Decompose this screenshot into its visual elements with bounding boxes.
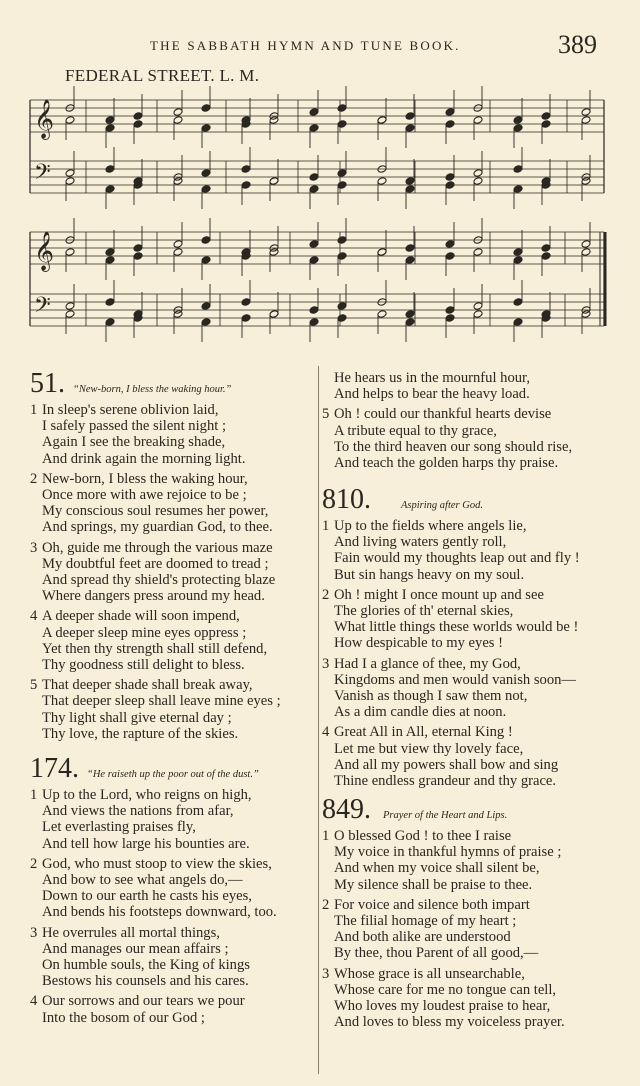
note-head — [65, 177, 75, 186]
verse-line: A deeper shade will soon impend, — [42, 608, 240, 625]
note-head — [309, 256, 319, 265]
verse-line: To the third heaven our song should rise, — [334, 438, 573, 455]
note-head — [133, 120, 143, 129]
verse-line: Yet then thy strength shall still defend, — [42, 640, 268, 657]
column-divider — [318, 366, 319, 1074]
note-head — [405, 124, 415, 133]
note-head — [173, 310, 183, 319]
note-head — [105, 185, 115, 194]
note-head — [241, 314, 251, 323]
verse-line: A deeper sleep mine eyes oppress ; — [42, 624, 247, 641]
verse-line: O blessed God ! to thee I raise — [334, 828, 512, 844]
note-head — [173, 108, 183, 117]
note-head — [173, 116, 183, 125]
verse-number: 4 — [30, 993, 38, 1010]
note-head — [65, 116, 75, 125]
note-head — [309, 108, 319, 117]
verse-line: My silence shall be praise to thee. — [334, 876, 533, 893]
verse-line: And bow to see what angels do,— — [42, 872, 243, 889]
note-head — [201, 318, 211, 327]
verse-line: I safely passed the silent night ; — [42, 418, 227, 435]
verse-line: The glories of th' eternal skies, — [334, 603, 514, 620]
note-head — [473, 116, 483, 125]
verse-line: Let everlasting praises fly, — [42, 819, 196, 836]
note-head — [337, 302, 347, 311]
note-head — [65, 248, 75, 257]
verse-line: That deeper shade shall break away, — [42, 677, 253, 694]
verse-number: 2 — [322, 586, 330, 603]
note-head — [581, 240, 591, 249]
note-head — [405, 318, 415, 327]
hymn-subtitle: Aspiring after God. — [401, 500, 483, 511]
verse-line: Had I a glance of thee, my God, — [334, 655, 521, 672]
running-title: THE SABBATH HYMN AND TUNE BOOK. — [150, 38, 461, 53]
verse-number: 5 — [30, 677, 38, 694]
verse-line: My voice in thankful hymns of praise ; — [334, 844, 562, 861]
note-head — [405, 256, 415, 265]
note-head — [309, 124, 319, 133]
note-head — [473, 169, 483, 178]
verse-line: Great All in All, eternal King ! — [334, 724, 513, 741]
verse-line: And bends his footsteps downward, too. — [42, 904, 277, 921]
verse-number: 4 — [322, 724, 330, 741]
verse-line: And tell how large his bounties are. — [42, 835, 250, 852]
verse-line: Thy love, the rapture of the skies. — [42, 725, 239, 742]
verse-number: 3 — [322, 655, 330, 672]
hymn-number: 174. — [30, 753, 79, 784]
verse-line: Vanish as though I saw them not, — [334, 688, 528, 705]
note-head — [377, 248, 387, 257]
note-head — [513, 298, 523, 307]
note-head — [513, 116, 523, 125]
note-head — [541, 252, 551, 261]
page-number: 389 — [558, 30, 597, 59]
note-head — [405, 244, 415, 253]
verse-line: Thy light shall give eternal day ; — [42, 709, 232, 726]
verse-line: Thine endless grandeur and thy grace. — [334, 773, 557, 790]
verse-line: And views the nations from afar, — [42, 803, 234, 820]
verse — [30, 540, 320, 605]
verse-line: For voice and silence both impart — [334, 896, 530, 913]
hymn-number: 810. — [322, 484, 371, 515]
verse-line: What little things these worlds would be ! — [334, 619, 579, 636]
note-head — [377, 177, 387, 186]
note-head — [405, 112, 415, 121]
hymn-subtitle: Prayer of the Heart and Lips. — [383, 810, 508, 821]
note-head — [473, 302, 483, 311]
verse — [30, 856, 320, 921]
note-head — [337, 252, 347, 261]
verse — [322, 897, 622, 962]
right-column-849 — [322, 796, 622, 1076]
verse — [322, 828, 622, 893]
note-head — [513, 318, 523, 327]
verse-number: 5 — [322, 406, 330, 423]
bass-clef-icon: 𝄢 — [34, 293, 51, 323]
verse-number: 2 — [30, 470, 38, 487]
hymn-number: 849. — [322, 794, 371, 825]
note-head — [581, 248, 591, 257]
verse-line: New-born, I bless the waking hour, — [42, 470, 248, 487]
note-head — [105, 298, 115, 307]
verse-line: And teach the golden harps thy praise. — [334, 455, 559, 472]
note-head — [201, 302, 211, 311]
verse-line: On humble souls, the King of kings — [42, 957, 250, 974]
note-head — [309, 318, 319, 327]
verse-line: And loves to bless my voiceless prayer. — [334, 1014, 565, 1031]
note-head — [581, 310, 591, 319]
note-head — [309, 185, 319, 194]
verse-line: And drink again the morning light. — [42, 450, 246, 467]
left-column-lower — [30, 755, 320, 1055]
note-head — [105, 124, 115, 133]
note-head — [201, 256, 211, 265]
note-head — [65, 169, 75, 178]
note-head — [309, 173, 319, 182]
verse-line: Down to our earth he casts his eyes, — [42, 888, 252, 905]
note-head — [201, 124, 211, 133]
verse-number: 3 — [322, 965, 330, 982]
note-head — [201, 104, 211, 113]
verse-line: Kingdoms and men would vanish soon— — [334, 671, 577, 688]
verse — [322, 406, 622, 471]
verse-number: 4 — [30, 608, 38, 625]
verse-line: Thy goodness still delight to bless. — [42, 657, 245, 674]
verse-line: God, who must stoop to view the skies, — [42, 855, 272, 872]
verse-line: Up to the Lord, who reigns on high, — [42, 787, 252, 803]
note-head — [201, 185, 211, 194]
note-head — [105, 256, 115, 265]
verse-line: Oh ! could our thankful hearts devise — [334, 406, 552, 423]
note-head — [513, 248, 523, 257]
note-head — [201, 236, 211, 245]
note-head — [473, 177, 483, 186]
note-head — [337, 104, 347, 113]
hymn-heading — [30, 370, 320, 402]
note-head — [173, 177, 183, 186]
hymn-number: 51. — [30, 368, 65, 399]
music-score — [0, 0, 640, 360]
note-head — [473, 310, 483, 319]
note-head — [337, 120, 347, 129]
note-head — [241, 165, 251, 174]
note-head — [337, 181, 347, 190]
note-head — [241, 298, 251, 307]
note-head — [269, 116, 279, 125]
verse — [30, 471, 320, 536]
note-head — [269, 177, 279, 186]
note-head — [337, 314, 347, 323]
note-head — [105, 116, 115, 125]
verse-line: Bestows his counsels and his cares. — [42, 973, 249, 990]
hymn-heading — [322, 796, 622, 828]
note-head — [269, 248, 279, 257]
verse-line: Oh ! might I once mount up and see — [334, 586, 544, 603]
verse-number: 2 — [30, 855, 38, 872]
note-head — [445, 173, 455, 182]
verse-line: Whose grace is all unsearchable, — [334, 965, 525, 982]
note-head — [173, 248, 183, 257]
verse-line: And springs, my guardian God, to thee. — [42, 519, 273, 536]
verse-line: How despicable to my eyes ! — [334, 635, 503, 652]
note-head — [105, 318, 115, 327]
verse — [322, 966, 622, 1031]
right-column-810 — [322, 484, 622, 790]
note-head — [65, 310, 75, 319]
verse-line: Again I see the breaking shade, — [42, 434, 226, 451]
note-head — [581, 116, 591, 125]
note-head — [445, 240, 455, 249]
verse-number: 1 — [322, 518, 330, 534]
hymn-subtitle: “He raiseth up the poor out of the dust.” — [87, 769, 259, 780]
note-head — [309, 240, 319, 249]
verse — [322, 370, 622, 402]
verse — [30, 787, 320, 852]
verse — [30, 402, 320, 467]
verse-line: Whose care for me no tongue can tell, — [334, 981, 557, 998]
verse-line: And spread thy shield's protecting blaze — [42, 572, 276, 589]
verse-number: 1 — [30, 402, 38, 418]
verse-line: And living waters gently roll, — [334, 534, 507, 551]
verse — [322, 587, 622, 652]
note-head — [105, 248, 115, 257]
verse-line: Let me but view thy lovely face, — [334, 740, 524, 757]
bass-clef-icon: 𝄢 — [34, 160, 51, 190]
note-head — [445, 306, 455, 315]
verse-line: And helps to bear the heavy load. — [334, 386, 530, 403]
note-head — [513, 124, 523, 133]
verse-line: He hears us in the mournful hour, — [334, 370, 530, 386]
note-head — [445, 120, 455, 129]
note-head — [541, 112, 551, 121]
note-head — [445, 181, 455, 190]
note-head — [377, 310, 387, 319]
note-head — [133, 244, 143, 253]
verse — [30, 993, 320, 1025]
note-head — [405, 177, 415, 186]
note-head — [269, 310, 279, 319]
verse-line: Fain would my thoughts leap out and fly ! — [334, 550, 580, 567]
verse-line: That deeper sleep shall leave mine eyes ; — [42, 693, 281, 710]
verse-line: And manages our mean affairs ; — [42, 940, 229, 957]
verse-line: A tribute equal to thy grace, — [334, 422, 497, 439]
verse-number: 1 — [30, 787, 38, 803]
note-head — [241, 181, 251, 190]
verse-line: By thee, thou Parent of all good,— — [334, 945, 539, 962]
verse-line: Once more with awe rejoice to be ; — [42, 487, 247, 504]
note-head — [65, 302, 75, 311]
note-head — [133, 112, 143, 121]
verse-number: 2 — [322, 896, 330, 913]
note-head — [473, 248, 483, 257]
verse-line: In sleep's serene oblivion laid, — [42, 402, 219, 418]
hymn-heading — [30, 755, 320, 787]
note-head — [337, 236, 347, 245]
verse-line: He overrules all mortal things, — [42, 924, 220, 941]
hymn-subtitle: “New-born, I bless the waking hour.” — [73, 384, 232, 395]
verse-number: 3 — [30, 539, 38, 556]
verse-line: As a dim candle dies at noon. — [334, 704, 507, 721]
verse-line: Who loves my loudest praise to hear, — [334, 998, 551, 1015]
verse — [30, 608, 320, 673]
note-head — [513, 185, 523, 194]
note-head — [541, 120, 551, 129]
verse-number: 1 — [322, 828, 330, 844]
verse — [322, 656, 622, 721]
verse-line: Up to the fields where angels lie, — [334, 518, 527, 534]
verse-line: And both alike are understood — [334, 929, 511, 946]
note-head — [581, 108, 591, 117]
note-head — [133, 252, 143, 261]
note-head — [173, 240, 183, 249]
verse-line: Oh, guide me through the various maze — [42, 539, 273, 556]
note-head — [513, 165, 523, 174]
verse-line: And all my powers shall bow and sing — [334, 756, 559, 773]
verse-line: Where dangers press around my head. — [42, 588, 265, 605]
note-head — [445, 314, 455, 323]
verse-line: The filial homage of my heart ; — [334, 913, 517, 930]
verse — [30, 677, 320, 742]
verse-line: And when my voice shall silent be, — [334, 860, 540, 877]
verse-number: 3 — [30, 924, 38, 941]
verse-line: My conscious soul resumes her power, — [42, 503, 269, 520]
treble-clef-icon: 𝄞 — [34, 99, 55, 139]
note-head — [581, 177, 591, 186]
note-head — [405, 185, 415, 194]
verse-line: But sin hangs heavy on my soul. — [334, 566, 525, 583]
verse — [30, 925, 320, 990]
hymn-heading — [322, 486, 622, 518]
verse — [322, 518, 622, 583]
note-head — [445, 108, 455, 117]
tune-title: FEDERAL STREET. L. M. — [65, 66, 260, 85]
verse-line: My doubtful feet are doomed to tread ; — [42, 555, 269, 572]
note-head — [377, 116, 387, 125]
note-head — [405, 310, 415, 319]
verse-line: Our sorrows and our tears we pour — [42, 993, 245, 1010]
treble-clef-icon: 𝄞 — [34, 231, 55, 271]
note-head — [337, 169, 347, 178]
left-column — [30, 370, 320, 770]
verse — [322, 724, 622, 789]
right-column-cont — [322, 370, 622, 490]
note-head — [541, 244, 551, 253]
note-head — [105, 165, 115, 174]
verse-line: Into the bosom of our God ; — [42, 1009, 205, 1026]
note-head — [513, 256, 523, 265]
note-head — [201, 169, 211, 178]
note-head — [445, 252, 455, 261]
note-head — [309, 306, 319, 315]
